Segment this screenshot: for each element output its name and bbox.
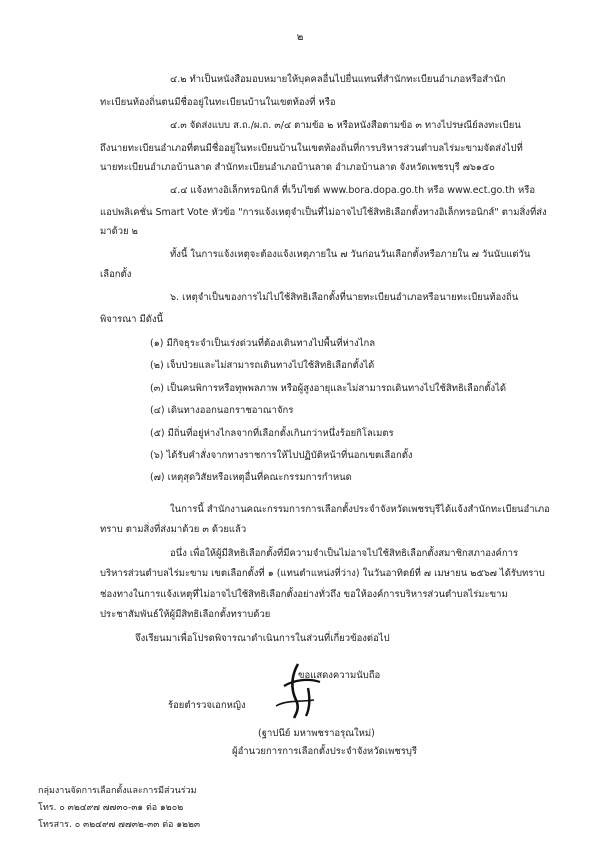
signer-position: ผู้อำนวยการการเลือกตั้งประจำจังหวัดเพชรบุรี bbox=[232, 746, 418, 757]
signer-rank: ร้อยตำรวจเอกหญิง bbox=[168, 700, 246, 711]
para-5-line2: เลือกตั้ง bbox=[100, 269, 132, 280]
para-4-2-line1: ๔.๒ ทำเป็นหนังสือมอบหมายให้บุคคลอื่นไปยื่นแทนที่สำนักทะเบียนอำเภอหรือสำนัก bbox=[170, 74, 506, 85]
para-6-line2: พิจารณา มีดังนี้ bbox=[100, 314, 163, 325]
contact-fax: โทรสาร. ๐ ๓๒๔๙๗ ๗๗๓๒-๓๓ ต่อ ๑๒๒๓ bbox=[38, 820, 201, 830]
reason-item: (๒) เจ็บป่วยและไม่สามารถเดินทางไปใช้สิทธิเลือกตั้งได้ bbox=[150, 360, 375, 371]
yours-faithfully: ขอแสดงความนับถือ bbox=[298, 670, 381, 681]
para-4-3-line2: ถึงนายทะเบียนอำเภอที่ตนมีชื่ออยู่ในทะเบียนบ้านในเขตท้องถิ่นที่การบริหารส่วนตำบลไร่มะขามจัดส่งไปที่ bbox=[100, 143, 523, 154]
reason-item: (๓) เป็นคนพิการหรือทุพพลภาพ หรือผู้สูงอายุและไม่สามารถเดินทางไปใช้สิทธิเลือกตั้งได้ bbox=[150, 383, 507, 394]
handwritten-signature bbox=[266, 660, 336, 720]
page-number: ๒ bbox=[296, 32, 304, 43]
para-8-line4: ประชาสัมพันธ์ให้ผู้มีสิทธิเลือกตั้งทราบด้วย bbox=[100, 609, 271, 620]
reason-item: (๖) ได้รับคำสั่งจากทางราชการให้ไปปฏิบัติหน้าที่นอกเขตเลือกตั้ง bbox=[150, 450, 413, 461]
para-4-3-line3: นายทะเบียนอำเภอบ้านลาด สำนักทะเบียนอำเภอบ้านลาด อำเภอบ้านลาด จังหวัดเพชรบุรี ๗๖๑๕๐ bbox=[100, 162, 495, 173]
para-8-line3: ช่องทางในการแจ้งเหตุที่ไม่อาจไปใช้สิทธิเลือกตั้งอย่างทั่วถึง ขอให้องค์การบริหารส่วนตำบลไร่มะขาม bbox=[100, 589, 508, 600]
para-7-line2: ทราบ ตามสิ่งที่ส่งมาด้วย ๓ ด้วยแล้ว bbox=[100, 524, 247, 535]
para-5-line1: ทั้งนี้ ในการแจ้งเหตุจะต้องแจ้งเหตุภายใน ๗ วันก่อนวันเลือกตั้งหรือภายใน ๗ วันนับแต่วัน bbox=[170, 249, 531, 260]
contact-unit: กลุ่มงานจัดการเลือกตั้งและการมีส่วนร่วม bbox=[38, 786, 197, 796]
reason-item: (๑) มีกิจธุระจำเป็นเร่งด่วนที่ต้องเดินทางไปพื้นที่ห่างไกล bbox=[150, 338, 376, 349]
para-4-4-line2: แอปพลิเคชั่น Smart Vote หัวข้อ "การแจ้งเหตุจำเป็นที่ไม่อาจไปใช้สิทธิเลือกตั้งทางอิเล็กทรอนิกส์" ตามสิ่งที่ส่ง bbox=[100, 207, 547, 218]
para-8-line2: บริหารส่วนตำบลไร่มะขาม เขตเลือกตั้งที่ ๑ (แทนตำแหน่งที่ว่าง) ในวันอาทิตย์ที่ ๗ เมษายน ๒๕๖๗ ได้รับทราบ bbox=[100, 568, 545, 579]
signer-name: (ฐาปนีย์ มหาพชราอรุณใหม่) bbox=[258, 728, 375, 739]
para-4-3-line1: ๔.๓ จัดส่งแบบ ส.ถ./ผ.ถ. ๓/๔ ตามข้อ ๒ หรือหนังสือตามข้อ ๓ ทางไปรษณีย์ลงทะเบียน bbox=[170, 120, 521, 131]
reason-item: (๔) เดินทางออกนอกราชอาณาจักร bbox=[150, 405, 294, 416]
contact-tel: โทร. ๐ ๓๒๔๙๗ ๗๗๓๐-๓๑ ต่อ ๑๒๐๒ bbox=[38, 803, 184, 813]
para-4-2-line2: ทะเบียนท้องถิ่นตนมีชื่ออยู่ในทะเบียนบ้านในเขตท้องที่ หรือ bbox=[100, 97, 336, 108]
para-8-line1: อนึ่ง เพื่อให้ผู้มีสิทธิเลือกตั้งที่มีความจำเป็นไม่อาจไปใช้สิทธิเลือกตั้งสมาชิกสภาองค์การ bbox=[170, 548, 519, 559]
para-6-line1: ๖. เหตุจำเป็นของการไม่ไปใช้สิทธิเลือกตั้งที่นายทะเบียนอำเภอหรือนายทะเบียนท้องถิ่น bbox=[170, 292, 519, 303]
para-7-line1: ในการนี้ สำนักงานคณะกรรมการการเลือกตั้งประจำจังหวัดเพชรบุรีได้แจ้งสำนักทะเบียนอำเภอ bbox=[170, 504, 550, 515]
reason-item: (๕) มีถิ่นที่อยู่ห่างไกลจากที่เลือกตั้งเกินกว่าหนึ่งร้อยกิโลเมตร bbox=[150, 428, 394, 439]
reason-item: (๗) เหตุสุดวิสัยหรือเหตุอื่นที่คณะกรรมการกำหนด bbox=[150, 472, 352, 483]
para-4-4-line3: มาด้วย ๒ bbox=[100, 226, 138, 237]
para-4-4-line1: ๔.๔ แจ้งทางอิเล็กทรอนิกส์ ที่เว็บไซต์ www.bora.dopa.go.th หรือ www.ect.go.th หรือ bbox=[170, 185, 536, 196]
para-9-line1: จึงเรียนมาเพื่อโปรดพิจารณาดำเนินการในส่วนที่เกี่ยวข้องต่อไป bbox=[135, 633, 390, 644]
